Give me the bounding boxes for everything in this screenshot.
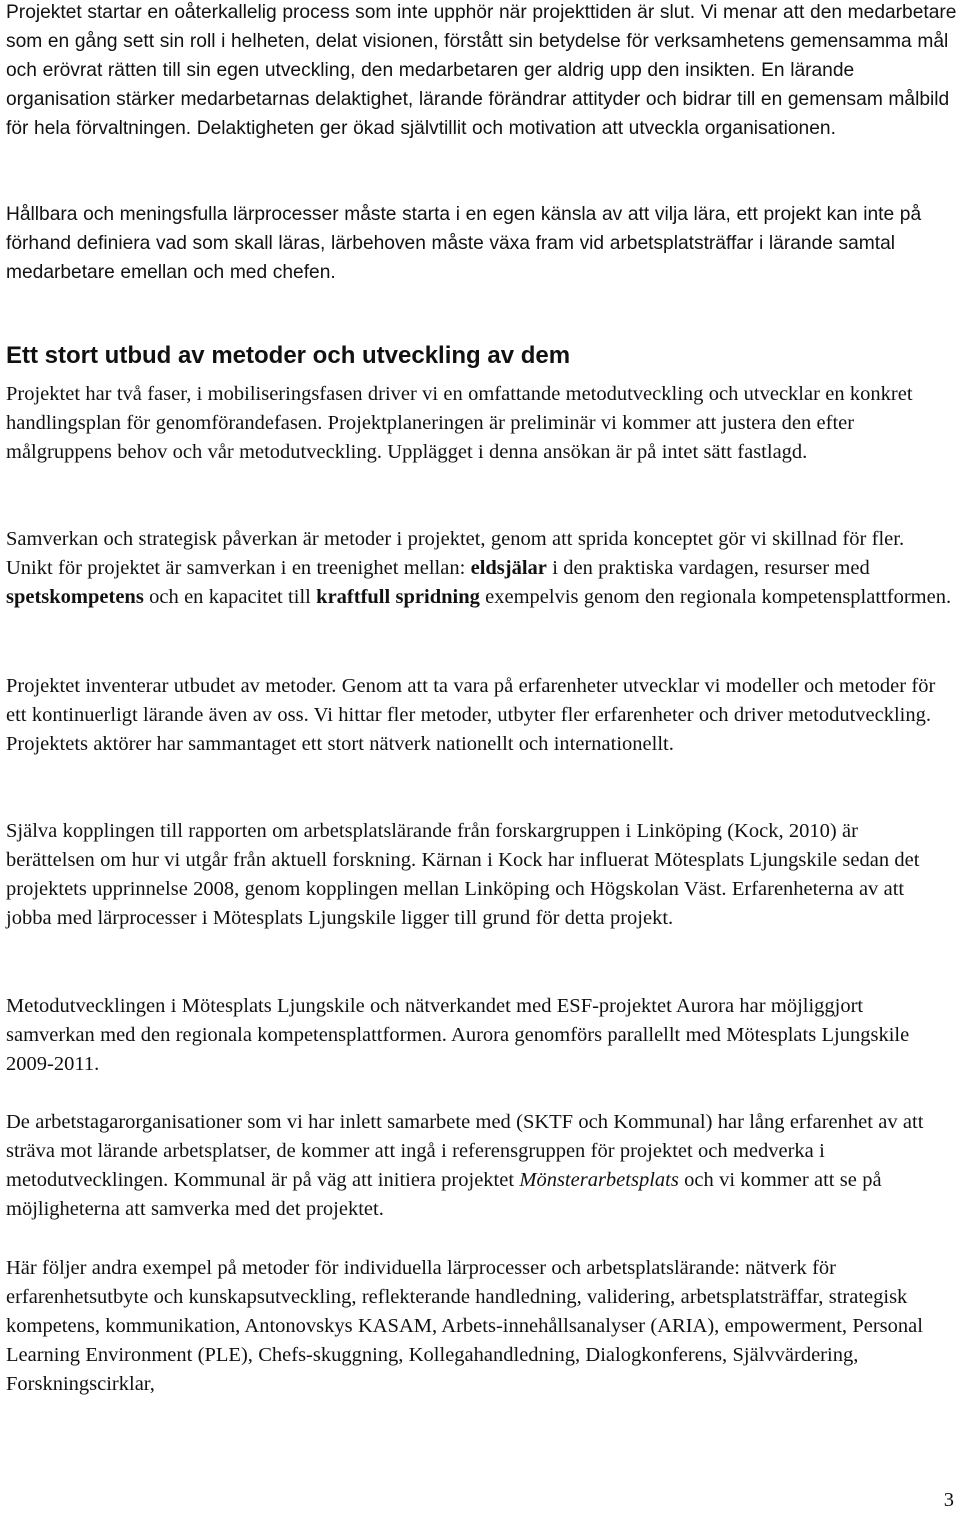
p8-text-2: och vi kommer att se på möjligheterna att samverka med det projektet. [6,1169,882,1220]
paragraph-aurora: Metodutvecklingen i Mötesplats Ljungskile och nätverkandet med ESF-projektet Aurora har möjliggjort samverkan med den regionala kompetensplattformen. Aurora genomförs parallellt med Mötesplats Ljungskile 2009-2011. [6,995,910,1075]
section-heading: Ett stort utbud av metoder och utveckling av dem [6,342,571,369]
p8-italic-monsterarbetsplats: Mönsterarbetsplats [519,1169,679,1191]
p4-bold-spetskompetens: spetskompetens [6,586,144,608]
paragraph-research-link: Själva kopplingen till rapporten om arbetsplatslärande från forskargruppen i Linköping (Kock, 2010) är berättelsen om hur vi utgår från aktuell forskning. Kärnan i Kock har influerat Mötesplats Ljungskile sedan det projektets upprinnelse 2008, genom kopplingen mellan Linköping och Högskolan Väst. Erfarenheterna av att jobba med lärprocesser i Mötesplats Ljungskile ligger till grund för detta projekt. [6,820,920,929]
p4-text-1: Samverkan och strategisk påverkan är metoder i projektet, genom att sprida konceptet gör vi skillnad för fler. Unikt för projektet är samverkan i en treenighet mellan: [6,528,905,579]
paragraph-intro: Projektet startar en oåterkallelig process som inte upphör när projekttiden är slut. Vi menar att den medarbetare som en gång sett sin roll i helheten, delat visionen, förstått sin betydelse för verksamhetens gemensamma mål och erövrat rätten till sin egen utveckling, den medarbetaren ger aldrig upp den insikten. En lärande organisation stärker medarbetarnas delaktighet, lärande förändrar attityder och bidrar till en gemensam målbild för hela förvaltningen. Delaktigheten ger ökad självtillit och motivation att utveckla organisationen. [6,2,957,139]
p4-bold-eldsjalar: eldsjälar [470,557,547,579]
p4-text-3: och en kapacitet till [143,586,317,608]
paragraph-inventory: Projektet inventerar utbudet av metoder. Genom att ta vara på erfarenheter utvecklar vi modeller och metoder för ett kontinuerligt lärande även av oss. Vi hittar fler metoder, utbyter fler erfarenheter och driver metodutveckling. Projektets aktörer har sammantaget ett stort nätverk nationellt och internationellt. [6,675,936,755]
paragraph-unions [6,1108,952,1224]
paragraph-method-examples: Här följer andra exempel på metoder för individuella lärprocesser och arbetsplatslärande: nätverk för erfarenhetsutbyte och kunskapsutveckling, reflekterande handledning, validering, arbetsplatsträffar, strategisk kompetens, kommunikation, Antonovskys KASAM, Arbets-innehållsanalyser (ARIA), empowerment, Personal Learning Environment (PLE), Chefs-skuggning, Kollegahandledning, Dialogkonferens, Självvärdering, Forskningscirklar, [6,1257,923,1395]
paragraph-learning-processes: Hållbara och meningsfulla lärprocesser måste starta i en egen känsla av att vilja lära, ett projekt kan inte på förhand definiera vad som skall läras, lärbehoven måste växa fram vid arbetsplatsträffar i lärande samtal medarbetare emellan och med chefen. [6,204,922,283]
p4-text-2: i den praktiska vardagen, resurser med [546,557,870,579]
p8-text-1: De arbetstagarorganisationer som vi har inlett samarbete med (SKTF och Kommunal) har lång erfarenhet av att sträva mot lärande arbetsplatser, de kommer att ingå i referensgruppen för projektet och medverka i metodutvecklingen. Kommunal är på väg att initiera projektet [6,1111,924,1191]
paragraph-collaboration [6,525,952,612]
paragraph-project-phases: Projektet har två faser, i mobiliseringsfasen driver vi en omfattande metodutveckling och utvecklar en konkret handlingsplan för genomförandefasen. Projektplaneringen är preliminär vi kommer att justera den efter målgruppens behov och vår metodutveckling. Upplägget i denna ansökan är på intet sätt fastlagd. [6,383,913,463]
p4-text-4: exempelvis genom den regionala kompetensplattformen. [479,586,952,608]
p4-bold-kraftfull-spridning: kraftfull spridning [316,586,480,608]
page-number: 3 [943,1489,954,1511]
